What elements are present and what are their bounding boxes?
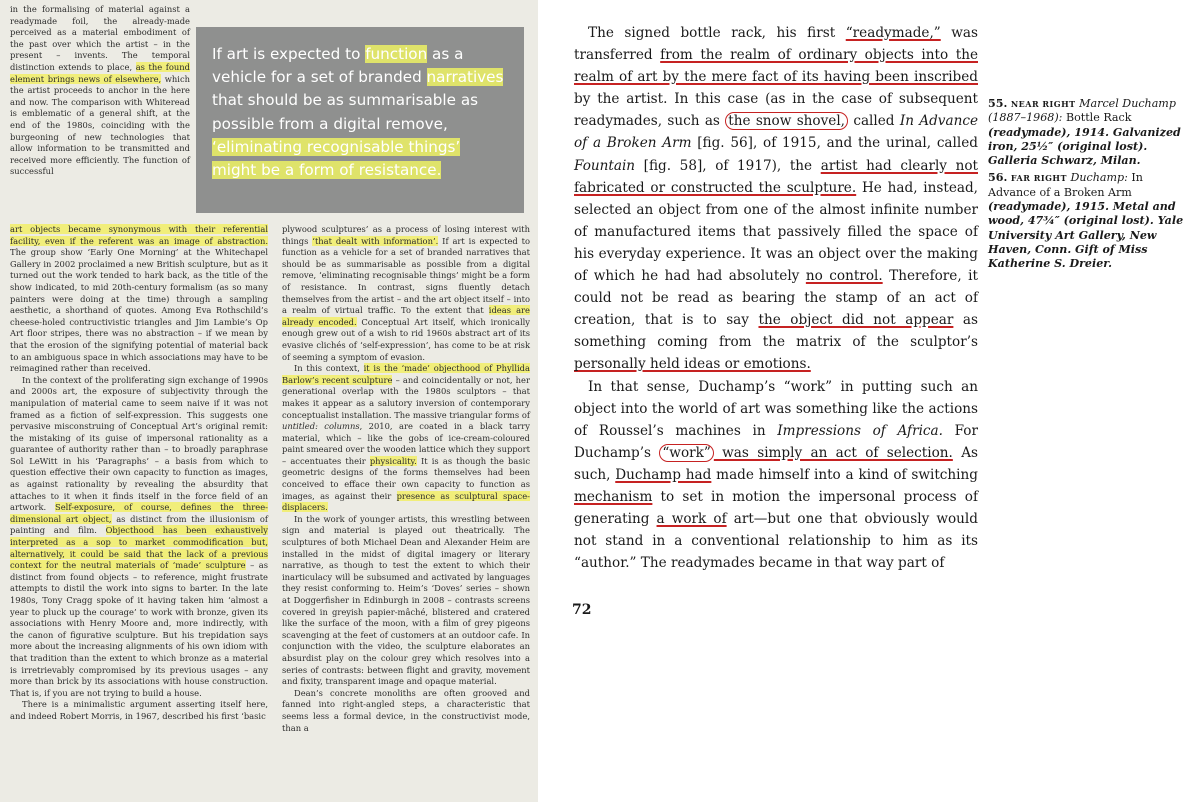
mid-col-text: Dean’s concrete monoliths are often grooved and fanned into right-angled steps, a characteristic that seems less a formal device, in the constructivist mode, than a (282, 687, 530, 733)
mid-col-paragraph-3 (282, 514, 530, 688)
body-text: to set in motion the impersonal process of generating (574, 488, 978, 528)
caption-56 (988, 171, 1184, 271)
pull-quote-highlight-function: function (365, 45, 428, 63)
mid-col-text: If art is expected to function as a vehicle for a set of branded narratives that should be as summarisable as possible from a digital remove, ‘eliminating recognisable things’ might be a form of resistance. In contrast, signs fluently detach themselves from the artist – and the art object itself – into a realm of virtual traffic. To the extent that (282, 235, 531, 316)
italic-impressions-africa: Impressions of Africa. (777, 422, 943, 439)
underlined-readymade: “readymade,” (845, 25, 941, 41)
caption-artist: Marcel Duchamp (1887–1968): (988, 97, 1176, 125)
italic-fountain: Fountain (574, 157, 636, 174)
underlined-realm-ordinary: from the realm of ordinary objects into the (660, 47, 978, 64)
mid-col-text: In the work of younger artists, this wrestling between sign and material is played out theatrically. The sculptures of both Michael Dean and Alexander Heim are installed in the midst of digital imagery or literary narrative, as though to test the extent to which their inarticulacy will be subsumed and activated by languages they resist conforming to. Heim’s ‘Doves’ series – shown at Doggerfisher in Edinburgh in 2008 – contrasts screens covered in greyish papier-mâché, blistered and cratered like the surface of the moon, with a film of grey pigeons scavenging at the feet of customers at an outdoor cafe. In conjunction with the video, the sculpture elaborates an absurdist play on the colour grey which resolves into a series of contrasts: between flight and gravity, movement and fixity, transparent image and opaque material. (282, 513, 530, 687)
underlined-personally-held: personally held ideas or emotions. (574, 356, 811, 373)
underlined-realm-art: realm of art by the mere fact of its having been inscribed (574, 69, 978, 86)
body-text: called (848, 113, 900, 130)
page-number: 72 (572, 602, 592, 618)
circled-work: “work” (659, 444, 713, 462)
underlined-no-control: no control. (805, 268, 883, 285)
left-column-text (10, 224, 268, 723)
underlined-mechanism: mechanism (574, 488, 653, 505)
left-top-paragraph (10, 4, 190, 178)
right-book-page (552, 0, 1198, 640)
caption-artist: Duchamp: (1070, 171, 1128, 185)
body-paragraph-2 (574, 376, 978, 575)
caption-position: FAR RIGHT (1010, 173, 1067, 184)
left-col-text: as distinct from the illusionism of painting and film. (10, 513, 268, 536)
underlined-duchamp-had: Duchamp had (615, 466, 712, 483)
mid-col-text: , 2010, are coated in a black tarry material, which – like the gobs of ice-cream-coloured paint smeared over the wooden lattice which they support – accentuates their (282, 421, 530, 466)
pull-quote-highlight-resistance: ‘eliminating recognisable things’ might be a form of resistance. (212, 137, 461, 180)
body-text: art—but one that obviously would not stand in a conventional relationship to him as its “author.” The readymades became in that way part of (574, 511, 978, 572)
left-col-text: There is a minimalistic argument asserting itself here, and indeed Robert Morris, in 1967, described his first ‘basic (10, 699, 268, 721)
pull-quote-text-2: as a vehicle for a set of branded (212, 45, 464, 87)
left-col-paragraph-2 (10, 375, 268, 700)
caption-number: 56. (988, 171, 1008, 185)
caption-details: (readymade), 1914. Galvanized iron, 25½″ (original lost). Galleria Schwarz, Milan. (988, 125, 1181, 168)
blank-area (552, 640, 1198, 802)
caption-number: 55. (988, 97, 1008, 110)
mid-col-text: – and coincidentally or not, her generational overlap with the 1980s sculptors – that makes it appear as a salutory inversion of contemporary conceptualist installation. The massive triangular forms of (282, 374, 530, 420)
mid-col-text: In this context, (294, 363, 364, 374)
body-text: As such, (574, 444, 978, 483)
underlined-act-of-selection: was simply an act of selection. (713, 444, 953, 461)
left-col-paragraph-3 (10, 699, 268, 722)
left-col-text: – as distinct from found objects – to reference, might frustrate attempts to distil the work into signs to barter. In the late 1980s, Tony Cragg spoke of it having taken him ‘almost a year to pluck up the courage’ to work with bronze, given its associations with Henry Moore and, more indirectly, with the canon of figurative sculpture. But his trepidation says more about the increasing alignments of his own idiom with that tradition than the extent to which bronze as a material is irretrievably compromised by its previous usages – any more than brick by its associations with house construction. That is, if you are not trying to build a house. (10, 560, 268, 698)
figure-captions (988, 97, 1184, 275)
left-col-highlight-objecthood: Objecthood has been exhaustively interpreted as a sop to market commodification but, alternatively, it could be said that the lack of a previous context for the neutral materials of ‘made’ sculpture (10, 525, 268, 571)
left-col-text: The group show ‘Early One Morning’ at the Whitechapel Gallery in 2002 proclaimed a new British sculpture, but as it turned out the work tended to hark back, as the title of the show indicated, to mid 20th-century formalism (as so many painters were doing at the time) through a sampling aesthetic, a shorthand of quotes. Among Eva Rothschild’s cheese-holed contructivistic triangles and Jim Lambie’s Op Art floor stripes, there was no abstraction – if we mean by that the erosion of the signifying potential of material back to an ambiguous space in which associations may have to be reimagined rather than received. (10, 247, 268, 374)
left-top-text-1: in the formalising of material against a readymade foil, the already-made perceived as a material embodiment of the past over which the artist – in the present – invents. The temporal distinction extends to place, (10, 4, 190, 72)
middle-column-text (282, 224, 530, 734)
mid-col-paragraph-4 (282, 688, 530, 734)
caption-position: NEAR RIGHT (1010, 99, 1076, 109)
body-text: In that sense, Duchamp’s “work” in putting such an object into the world of art was something like the actions of Roussel’s machines in (574, 378, 978, 439)
circled-snow-shovel: the snow shovel, (725, 112, 848, 130)
body-text: as something coming from the matrix of the sculptor’s (574, 312, 978, 351)
italic-in-advance: In Advance of a Broken Arm (574, 113, 978, 152)
underlined-not-fabricated: artist had clearly not fabricated or constructed the sculpture. (574, 157, 978, 196)
left-top-highlight: as the found element brings news of elsewhere, (10, 61, 190, 84)
body-text: Therefore, it could not be read as bearing the stamp of an act of creation, that is to say (574, 268, 978, 329)
left-col-text: In the context of the proliferating sign exchange of 1990s and 2000s art, the exposure of subjectivity through the manipulation of material came to seem naive if it was not framed as a fiction of self-expression. This suggests one pervasive misconstruing of Conceptual Art’s original remit: the mistaking of its guise of impersonal rationality as a guarantee of authority rather than – to broadly paraphrase Sol LeWitt in his ‘Paragraphs’ – a basis from which to question effective their own capacity to function as images, as against rationality by revealing the absurdity that attaches to it when it finds itself in the force field of an artwork. (10, 374, 268, 513)
caption-title: Bottle Rack (1065, 111, 1132, 125)
left-col-paragraph-1 (10, 224, 268, 375)
left-col-highlight-referent: art objects became synonymous with their referential facility, even if the referent was an image of abstraction. (10, 224, 268, 246)
body-text: He had, instead, selected an object from one of the almost infinite number of manufactured items that passively filled the space of his everyday experience. It was an object over the making of which he had had absolutely (574, 179, 978, 285)
body-text: [fig. 58], of 1917), the (635, 157, 821, 174)
left-col-highlight-self-exposure: Self-exposure, of course, defines the three-dimensional art object, (10, 502, 268, 524)
mid-col-text: Conceptual Art itself, which ironically enough grew out of a wish to rid 1960s abstract art of its evasive clichés of ‘self-expression’, has come to be at risk of seeming a symptom of evasion. (282, 316, 530, 362)
body-text: was transferred (574, 25, 978, 64)
mid-col-highlight-barlow: it is the ‘made’ objecthood of Phyllida Barlow’s recent sculpture (282, 363, 530, 385)
pull-quote-box (196, 27, 524, 213)
pull-quote-text-3: that should be as summarisable as possible from a digital remove, (212, 91, 479, 133)
pull-quote-text-1: If art is expected to (212, 45, 366, 63)
mid-col-paragraph-1 (282, 224, 530, 363)
caption-details: (readymade), 1915. Metal and wood, 47¾″ (original lost). Yale University Art Gallery, New Haven, Conn. Gift of Miss Katherine S. Dreier. (988, 200, 1184, 271)
underlined-object-not-appear: the object did not appear (758, 312, 954, 329)
mid-col-highlight-encoded: ideas are already encoded. (282, 305, 530, 327)
caption-55 (988, 97, 1184, 168)
mid-col-paragraph-2 (282, 363, 530, 514)
body-text: For Duchamp’s (574, 422, 978, 461)
body-paragraph-1 (574, 22, 978, 376)
mid-col-text: It is as though the basic geometric designs of the forms themselves had been conceived to efface their own capacity to function as images, as against their (282, 455, 530, 501)
mid-col-highlight-physicality: physicality. (369, 455, 417, 466)
mid-col-highlight-space-displacers: presence as sculptural space-displacers. (282, 490, 530, 513)
left-book-page-scan (0, 0, 538, 802)
body-text: The signed bottle rack, his first (588, 25, 846, 41)
body-text: made himself into a kind of switching (711, 466, 978, 483)
mid-col-highlight-information: ‘that dealt with information’. (312, 235, 439, 246)
caption-title: In Advance of a Broken Arm (988, 171, 1143, 199)
mid-col-italic-title: untitled: columns (282, 421, 360, 432)
body-text: by the artist. In this case (as in the case of subsequent readymades, such as (574, 91, 978, 130)
left-top-text-2: which the artist proceeds to anchor in the here and now. The comparison with Whiteread is emblematic of a general shift, at the end of the 1980s, coinciding with the burgeoning of new technologies that allow information to be transmitted and received more efficiently. The function of successful (10, 73, 190, 177)
left-column-top-text (10, 4, 190, 178)
main-body-text (574, 22, 978, 574)
pull-quote-highlight-narratives: narratives (426, 68, 504, 87)
underlined-a-work-of: a work of (656, 511, 727, 528)
mid-col-text: plywood sculptures’ as a process of losing interest with things (282, 224, 530, 246)
body-text: [fig. 56], of 1915, and the urinal, called (691, 135, 978, 152)
